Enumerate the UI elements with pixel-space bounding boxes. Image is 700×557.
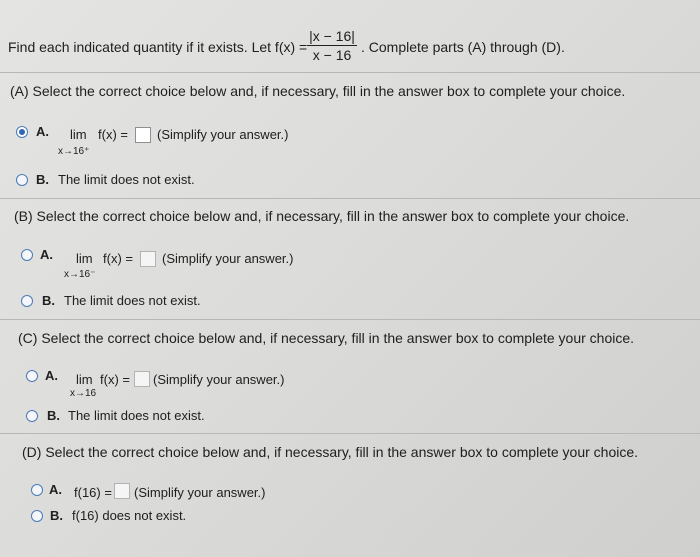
part-b-hint: (Simplify your answer.) [162,251,294,266]
part-b-fx: f(x) = [103,251,133,266]
part-a-choice-b-text: The limit does not exist. [58,172,195,187]
part-b-answer-box[interactable] [140,251,156,267]
part-d-choice-b-letter: B. [50,508,63,523]
part-b-limit-subscript: x→16⁻ [64,269,96,280]
part-a-choice-b-letter: B. [36,172,49,187]
problem-statement-suffix: . Complete parts (A) through (D). [361,39,565,55]
part-b-choice-b-radio[interactable] [21,295,33,307]
part-d-choice-b-radio[interactable] [31,510,43,522]
part-b-lim: lim [76,251,93,266]
part-a-hint: (Simplify your answer.) [157,127,289,142]
part-a-lim: lim [70,127,87,142]
part-b-choice-a-radio[interactable] [21,249,33,261]
header-divider [0,72,700,73]
part-a-choice-a-radio[interactable] [16,126,28,138]
part-c-instruction: (C) Select the correct choice below and, if necessary, fill in the answer box to complete your choice. [18,330,635,346]
part-c-hint: (Simplify your answer.) [153,372,285,387]
part-d-fx: f(16) = [74,485,112,500]
part-d-choice-a-radio[interactable] [31,484,43,496]
part-c-answer-box[interactable] [134,371,150,387]
part-a-choice-b-radio[interactable] [16,174,28,186]
part-a-answer-box[interactable] [135,127,151,143]
part-c-choice-b-radio[interactable] [26,410,38,422]
part-d-answer-box[interactable] [114,483,130,499]
part-d-choice-a-letter: A. [49,482,62,497]
part-b-choice-a-letter: A. [40,247,53,262]
part-a-limit-subscript: x→16⁺ [58,146,90,157]
part-a-divider [0,198,700,199]
part-b-instruction: (B) Select the correct choice below and, if necessary, fill in the answer box to complete your choice. [14,208,630,224]
part-c-divider [0,433,700,434]
problem-statement-prefix: Find each indicated quantity if it exists. Let f(x) = [8,39,308,55]
part-b-divider [0,319,700,320]
part-c-choice-b-text: The limit does not exist. [68,408,205,423]
part-b-choice-b-letter: B. [42,293,55,308]
part-d-hint: (Simplify your answer.) [134,485,266,500]
part-b-choice-b-text: The limit does not exist. [64,293,201,308]
fraction-numerator: |x − 16| [307,28,357,46]
part-d-instruction: (D) Select the correct choice below and, if necessary, fill in the answer box to complete your choice. [22,444,639,460]
fraction-denominator: x − 16 [312,47,352,63]
part-a-instruction: (A) Select the correct choice below and, if necessary, fill in the answer box to complete your choice. [10,83,626,99]
function-fraction [307,28,357,63]
part-d-choice-b-text: f(16) does not exist. [72,508,187,523]
part-c-limit-subscript: x→16 [70,388,97,399]
part-a-fx: f(x) = [98,127,128,142]
part-c-choice-a-radio[interactable] [26,370,38,382]
part-c-fx: f(x) = [100,372,130,387]
part-c-choice-a-letter: A. [45,368,58,383]
part-c-choice-b-letter: B. [47,408,60,423]
part-a-choice-a-letter: A. [36,124,49,139]
part-c-lim: lim [76,372,93,387]
